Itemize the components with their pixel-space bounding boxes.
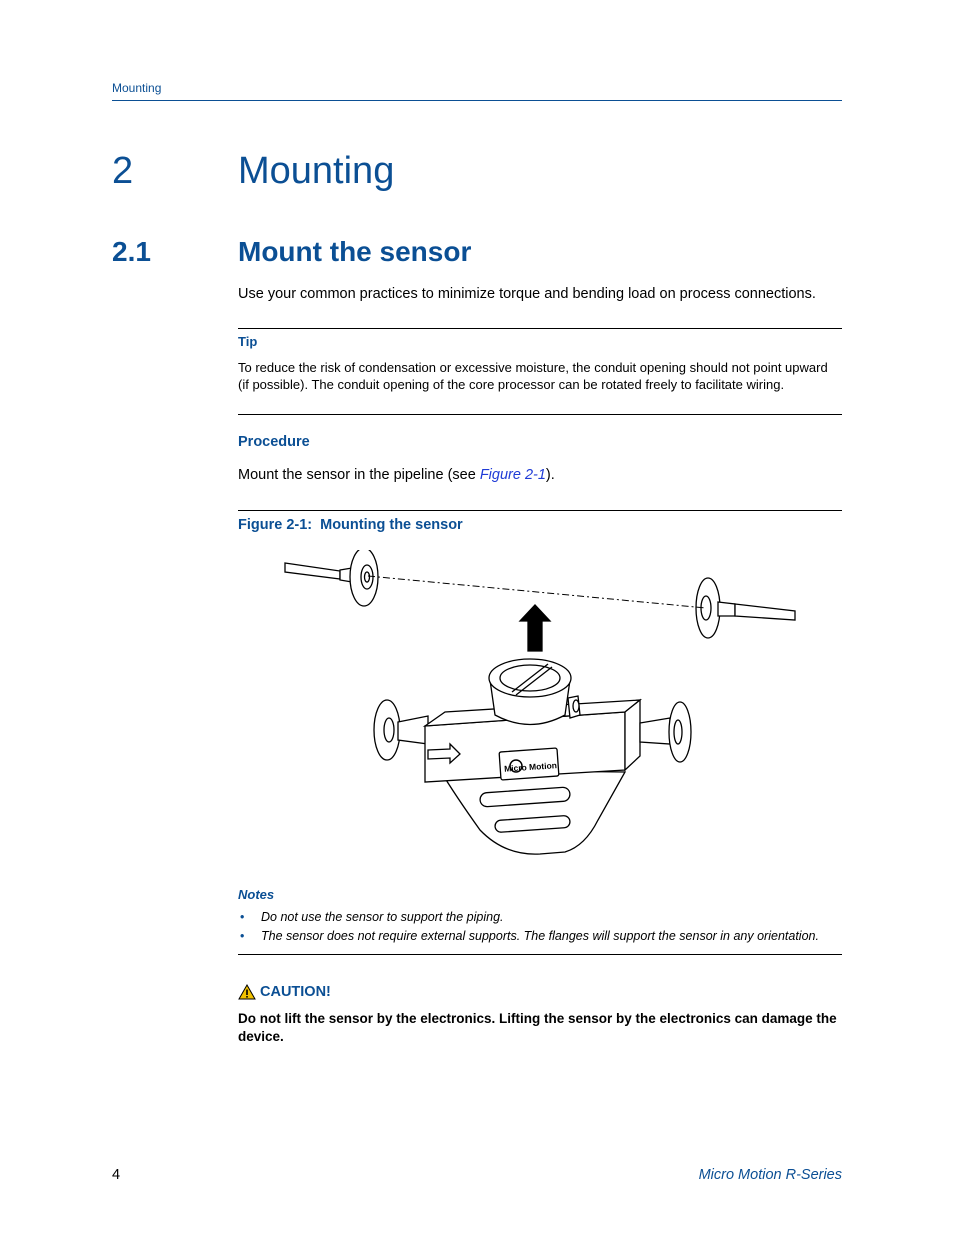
tip-label: Tip	[238, 334, 258, 349]
tip-top-rule	[238, 328, 842, 329]
tip-bottom-rule	[238, 414, 842, 415]
figure-caption	[238, 517, 463, 533]
procedure-text-after: ).	[545, 467, 555, 483]
chapter-title: Mounting	[238, 150, 395, 192]
bullet-marker: •	[240, 929, 245, 943]
page-number: 4	[112, 1167, 121, 1183]
section-number: 2.1	[112, 236, 151, 267]
notes-list	[238, 908, 842, 946]
document-name: Micro Motion R-Series	[698, 1167, 842, 1183]
sensor-mounting-illustration	[280, 550, 800, 860]
bullet-marker: •	[240, 910, 245, 924]
procedure-text-before: Mount the sensor in the pipeline (see	[238, 467, 480, 483]
section-title: Mount the sensor	[238, 236, 472, 267]
pipeline-centerline	[368, 576, 706, 608]
figure-top-rule	[238, 510, 842, 511]
procedure-label: Procedure	[238, 434, 310, 450]
notes-bottom-rule	[238, 954, 842, 955]
lift-arrow	[520, 605, 550, 651]
tip-text: To reduce the risk of condensation or excessive moisture, the conduit opening should not point upward (if possible). The conduit opening of the core processor can be rotated freely to facilitate wiring.	[238, 360, 828, 392]
section-intro: Use your common practices to minimize torque and bending load on process connections.	[238, 286, 816, 302]
header-rule	[112, 100, 842, 101]
sensor-right-flange	[640, 702, 691, 762]
caution-heading	[238, 984, 331, 1000]
list-item: • The sensor does not require external supports. The flanges will support the sensor in any orientation.	[238, 927, 842, 946]
figure-link[interactable]: Figure 2-1	[479, 467, 546, 483]
sensor-left-flange	[374, 700, 428, 760]
right-pipe-flange	[696, 578, 795, 638]
procedure-step	[238, 467, 555, 483]
chapter-number: 2	[112, 150, 134, 192]
figure-caption-number: Figure 2-1:	[238, 517, 313, 533]
sensor-logo-text: Micro Motion	[503, 760, 558, 774]
notes-label: Notes	[238, 887, 275, 902]
sensor-bracket	[440, 770, 625, 854]
figure-caption-title: Mounting the sensor	[320, 517, 463, 533]
list-item: • Do not use the sensor to support the piping.	[238, 908, 842, 927]
running-head: Mounting	[112, 81, 162, 95]
caution-label: CAUTION!	[260, 984, 331, 1000]
warning-triangle-icon	[238, 984, 256, 1000]
left-pipe-flange	[285, 550, 378, 606]
caution-text: Do not lift the sensor by the electronics. Lifting the sensor by the electronics can damage the device.	[238, 1011, 837, 1044]
